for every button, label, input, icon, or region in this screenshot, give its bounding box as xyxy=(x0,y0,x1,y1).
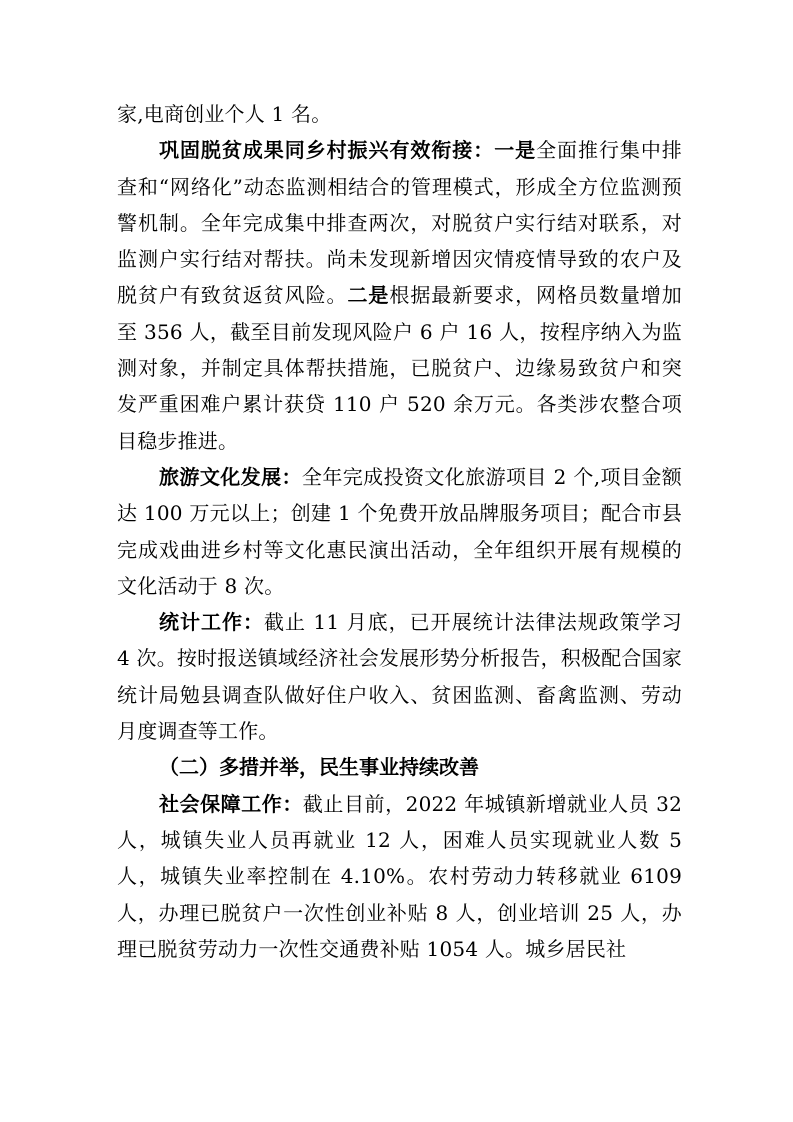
paragraph-text: 根据最新要求，网格员数量增加至 356 人，截至目前发现风险户 6 户 16 人，按程序纳入为监测对象，并制定具体帮扶措施，已脱贫户、边缘易致贫户和突发严重困难户累计获贷 110 户 520 余万元。各类涉农整合项目稳步推进。 xyxy=(117,283,682,453)
paragraph-text: 截止目前，2022 年城镇新增就业人员 32 人，城镇失业人员再就业 12 人，困难人员实现就业人数 5 人，城镇失业率控制在 4.10%。农村劳动力转移就业 6109 人，办理已脱贫户一次性创业补贴 8 人，创业培训 25 人，办理已脱贫劳动力一次性交通费补贴 1054 人。城乡居民社 xyxy=(117,791,682,961)
paragraph-heading: 巩固脱贫成果同乡村振兴有效衔接： xyxy=(159,138,495,163)
paragraph-text: 截止 11 月底，已开展统计法律法规政策学习 4 次。按时报送镇域经济社会发展形势分析报告，积极配合国家统计局勉县调查队做好住户收入、贫困监测、畜禽监测、劳动月度调查等工作。 xyxy=(117,610,682,744)
point-marker: 一是 xyxy=(494,138,537,163)
paragraph-poverty-alleviation xyxy=(117,132,682,459)
paragraph-text: 全年完成投资文化旅游项目 2 个,项目金额达 100 万元以上；创建 1 个免费开放品牌服务项目；配合市县完成戏曲进乡村等文化惠民演出活动，全年组织开展有规模的文化活动于 8 次。 xyxy=(117,464,682,598)
document-body xyxy=(117,96,682,967)
paragraph-statistics xyxy=(117,604,682,749)
section-heading: （二）多措并举，民生事业持续改善 xyxy=(159,755,479,780)
paragraph-heading: 旅游文化发展： xyxy=(159,464,302,489)
paragraph-text: 家,电商创业个人 1 名。 xyxy=(117,102,332,126)
paragraph-tourism-culture xyxy=(117,459,682,604)
point-marker: 二是 xyxy=(347,283,390,308)
paragraph-social-security xyxy=(117,786,682,967)
paragraph-text: 全面推行集中排查和“网络化”动态监测相结合的管理模式，形成全方位监测预警机制。全年完成集中排查两次，对脱贫户实行结对联系，对监测户实行结对帮扶。尚未发现新增因灾情疫情导致的农户及脱贫户有致贫返贫风险。 xyxy=(117,138,683,308)
paragraph-continuation xyxy=(117,96,682,132)
paragraph-heading: 社会保障工作： xyxy=(159,791,303,816)
paragraph-heading: 统计工作： xyxy=(159,610,265,635)
